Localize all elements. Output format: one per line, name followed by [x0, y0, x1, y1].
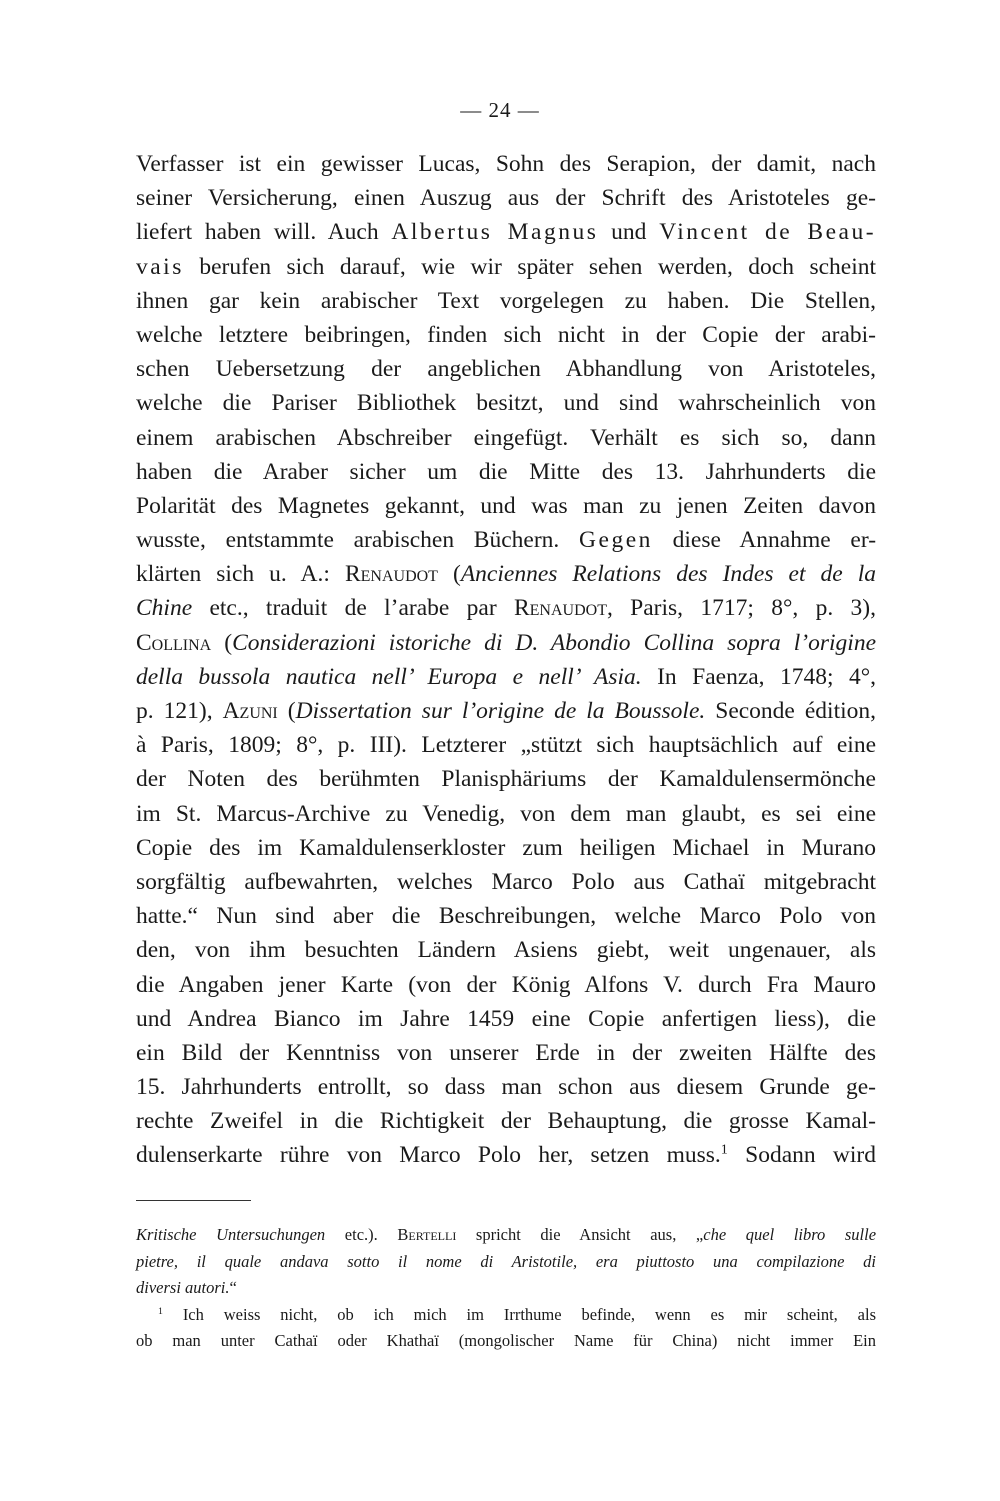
- footnotes: [136, 1222, 876, 1355]
- text-line: hatte.“ Nun sind aber die Beschreibungen, welche Marco Polo von: [136, 903, 876, 930]
- text-line: [136, 557, 876, 591]
- book-title: della bussola nautica nell’ Europa e nell’ Asia.: [136, 663, 642, 690]
- text-line: Copie des im Kamaldulenserkloster zum heiligen Michael in Murano: [136, 834, 876, 861]
- text-span: (: [287, 698, 296, 724]
- author-name: Renaudot: [513, 595, 607, 622]
- text-line: [136, 215, 876, 249]
- book-title: Kritische Untersuchungen: [136, 1225, 326, 1244]
- text-line: die Angaben jener Karte (von der König Alfons V. durch Fra Mauro: [136, 971, 876, 998]
- text-span: In Faenza, 1748; 4°,: [657, 663, 876, 690]
- text-line: à Paris, 1809; 8°, p. III). Letzterer „stützt sich hauptsächlich auf eine: [136, 732, 876, 759]
- book-title: Chine: [136, 595, 193, 622]
- author-name: Renaudot: [344, 561, 438, 588]
- text-line: schen Uebersetzung der angeblichen Abhandlung von Aristoteles,: [136, 356, 876, 383]
- text-span: Ich weiss nicht, ob ich mich im Irrthume befinde, wenn es mir scheint, als: [182, 1304, 876, 1324]
- text-span: (: [453, 561, 461, 588]
- text-line: Polarität des Magnetes gekannt, und was man zu jenen Zeiten davon: [136, 492, 876, 519]
- text-span: liefert haben will. Auch: [136, 219, 379, 246]
- text-line: [136, 626, 876, 660]
- text-span: p. 121),: [136, 698, 213, 724]
- text-line: 15. Jahrhunderts entrollt, so dass man schon aus diesem Grunde ge-: [136, 1074, 876, 1101]
- text-line: ein Bild der Kenntniss von unserer Erde in der zweiten Hälfte des: [136, 1039, 876, 1066]
- text-span: und: [611, 219, 647, 246]
- text-span: , Paris, 1717; 8°, p. 3),: [606, 595, 876, 622]
- text-span: spricht die Ansicht aus, „: [475, 1225, 704, 1244]
- person-name: Vincent de Beau-: [659, 219, 877, 246]
- text-line: [136, 694, 876, 728]
- main-text: [136, 147, 876, 1173]
- text-line: im St. Marcus-Archive zu Venedig, von dem man glaubt, es sei eine: [136, 800, 876, 827]
- person-name: Albertus Magnus: [391, 219, 599, 246]
- text-span: wusste, entstammte arabischen Büchern.: [136, 527, 560, 554]
- text-line: rechte Zweifel in die Richtigkeit der Behauptung, die grosse Kamal-: [136, 1108, 876, 1135]
- text-line: [136, 523, 876, 557]
- text-span: etc.).: [344, 1225, 378, 1244]
- text-span: Seconde édition,: [715, 698, 877, 724]
- text-line: [136, 660, 876, 694]
- book-title: Dissertation sur l’origine de la Boussole.: [295, 698, 706, 724]
- footnote-marker[interactable]: 1: [720, 1141, 728, 1158]
- book-title: Anciennes Relations des Indes et de la: [460, 561, 877, 588]
- text-line: Verfasser ist ein gewisser Lucas, Sohn des Serapion, der damit, nach: [136, 151, 876, 177]
- quote-text: diversi autori.: [136, 1278, 230, 1297]
- emphasis-text: Gegen: [579, 527, 653, 554]
- text-line: sorgfältig aufbewahrten, welches Marco Polo aus Cathaï mitgebracht: [136, 868, 876, 895]
- author-name: Collina: [136, 629, 212, 656]
- author-name: Bertelli: [397, 1225, 457, 1244]
- quote-text: che quel libro sulle: [703, 1225, 877, 1244]
- footnote-line: [136, 1302, 876, 1329]
- text-span: “: [229, 1278, 237, 1297]
- text-span: etc., traduit de l’arabe par: [209, 595, 497, 622]
- text-span: dulenserkarte rühre von Marco Polo her, setzen muss.: [136, 1142, 721, 1169]
- footnote-number: 1: [158, 1305, 163, 1317]
- book-title: Considerazioni istoriche di D. Abondio Collina sopra l’origine: [232, 629, 876, 656]
- text-line: ihnen gar kein arabischer Text vorgelegen zu haben. Die Stellen,: [136, 287, 876, 314]
- text-line: welche die Pariser Bibliothek besitzt, und sind wahrscheinlich von: [136, 390, 876, 417]
- page-number: — 24 —: [460, 98, 540, 122]
- footnote-line: ob man unter Cathaï oder Khathaï (mongolischer Name für China) nicht immer Ein: [136, 1331, 876, 1350]
- person-name: vais: [136, 253, 184, 280]
- text-line: und Andrea Bianco im Jahre 1459 eine Copie anfertigen liess), die: [136, 1005, 876, 1032]
- footnote-divider: [136, 1200, 251, 1201]
- footnote-line: [136, 1222, 876, 1249]
- text-span: (: [224, 629, 233, 656]
- text-line: [136, 1138, 876, 1172]
- text-line: einem arabischen Abschreiber eingefügt. Verhält es sich so, dann: [136, 424, 876, 451]
- text-line: seiner Versicherung, einen Auszug aus der Schrift des Aristoteles ge-: [136, 185, 876, 212]
- text-span: Sodann wird: [745, 1142, 876, 1169]
- text-span: klärten sich u. A.:: [136, 561, 330, 588]
- text-line: der Noten des berühmten Planisphäriums der Kamaldulensermönche: [136, 766, 876, 793]
- text-line: [136, 250, 876, 284]
- text-line: welche letztere beibringen, finden sich nicht in der Copie der arabi-: [136, 321, 876, 348]
- footnote-line: pietre, il quale andava sotto il nome di Aristotile, era piuttosto una compilazione di: [136, 1251, 876, 1271]
- text-line: haben die Araber sicher um die Mitte des 13. Jahrhunderts die: [136, 458, 876, 485]
- text-line: [136, 591, 876, 625]
- footnote-line: [136, 1275, 876, 1302]
- author-name: Azuni: [222, 698, 278, 724]
- text-span: diese Annahme er-: [672, 527, 877, 554]
- text-span: berufen sich darauf, wie wir später sehen werden, doch scheint: [199, 253, 877, 280]
- text-line: den, von ihm besuchten Ländern Asiens giebt, weit ungenauer, als: [136, 937, 876, 964]
